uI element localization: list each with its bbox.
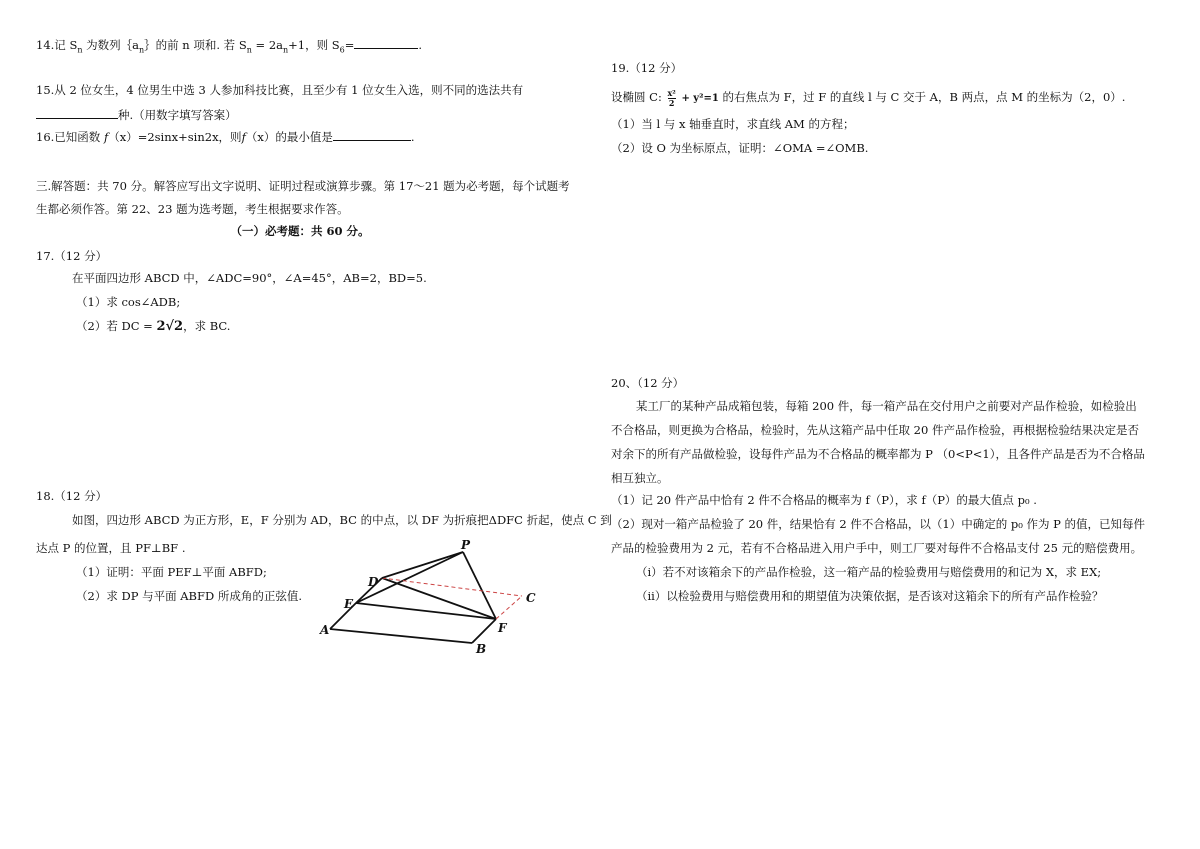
question-20-stem-line-2: 不合格品，则更换为合格品，检验时，先从这箱产品中任取 20 件产品作检验，再根据检验结果决定是否 — [611, 423, 1139, 437]
question-19-part-2: （2）设 O 为坐标原点，证明：∠OMA =∠OMB. — [611, 141, 869, 155]
question-19-stem: 设椭圆 C: $\frac{\text{x²}}{2}$ + y²=1 的右焦点为 F，过 F 的直线 l 与 C 交于 A，B 两点，点 M 的坐标为（2，0）. — [611, 87, 1126, 108]
question-17-part-2: （2）若 DC = 2√2，求 BC. — [76, 319, 231, 334]
question-17-stem: 在平面四边形 ABCD 中，∠ADC=90°，∠A=45°，AB=2，BD=5. — [72, 271, 427, 285]
question-19-part-1: （1）当 l 与 x 轴垂直时，求直线 AM 的方程； — [611, 117, 855, 131]
question-20-part-2-line-2: 产品的检验费用为 2 元，若有不合格品进入用户手中，则工厂要对每件不合格品支付 25 元的赔偿费用。 — [611, 541, 1143, 555]
question-20-part-2-i: （i）若不对该箱余下的产品作检验，这一箱产品的检验费用与赔偿费用的和记为 X，求 EX; — [636, 565, 1102, 579]
question-20-stem-line-1: 某工厂的某种产品成箱包装，每箱 200 件，每一箱产品在交付用户之前要对产品作检验，如检验出 — [636, 399, 1137, 413]
question-20-part-2-ii: （ii）以检验费用与赔偿费用和的期望值为决策依据，是否该对这箱余下的所有产品作检验？ — [636, 589, 1104, 603]
question-20-part-2-line-1: （2）现对一箱产品检验了 20 件，结果恰有 2 件不合格品，以（1）中确定的 p₀ 作为 P 的值，已知每件 — [611, 517, 1146, 531]
section-3-intro-line-1: 三.解答题：共 70 分。解答应写出文字说明、证明过程或演算步骤。第 17～21 题为必考题，每个试题考 — [36, 179, 570, 193]
answer-blank — [354, 36, 418, 49]
question-18-part-2: （2）求 DP 与平面 ABFD 所成角的正弦值. — [76, 589, 303, 603]
section-3-intro-line-2: 生都必须作答。第 22、23 题为选考题，考生根据要求作答。 — [36, 202, 349, 216]
edge-bf — [472, 619, 496, 643]
dashed-dp-overlay — [382, 552, 463, 578]
question-20-header: 20、（12 分） — [611, 376, 685, 390]
ellipse-fraction: $\frac{\text{x²}}{2}$ — [667, 87, 676, 108]
question-18-header: 18.（12 分） — [36, 489, 108, 503]
edge-ab — [330, 629, 472, 643]
question-20-stem-line-3: 对余下的所有产品做检验，设每件产品为不合格品的概率都为 P （0<P<1），且各件产品是否为不合格品 — [611, 447, 1145, 461]
question-15-line-2: 种.（用数字填写答案） — [36, 106, 237, 123]
dashed-fc — [496, 596, 522, 619]
section-subheading: （一）必考题：共 60 分。 — [230, 224, 370, 238]
label-c: C — [526, 591, 536, 605]
question-18-part-1: （1）证明：平面 PEF⊥平面 ABFD; — [76, 565, 267, 579]
folded-square-figure — [318, 540, 548, 655]
label-e: E — [344, 597, 354, 611]
question-18-stem-line-2: 达点 P 的位置，且 PF⊥BF . — [36, 541, 186, 555]
question-20-stem-line-4: 相互独立。 — [611, 471, 669, 485]
answer-blank — [36, 106, 118, 119]
dashed-dc — [382, 578, 522, 596]
label-f: F — [498, 621, 507, 635]
question-17-header: 17.（12 分） — [36, 249, 108, 263]
label-a: A — [320, 623, 330, 637]
question-15-line-1: 15.从 2 位女生，4 位男生中选 3 人参加科技比赛，且至少有 1 位女生入选，则不同的选法共有 — [36, 83, 524, 97]
question-14: 14.记 $S_n$ 为数列$\{a_n\}$的前 n 项和. 若 $S_n = 2a_n+1$，则 $S_6=$ . — [36, 38, 423, 55]
question-19-header: 19.（12 分） — [611, 61, 683, 75]
question-16: 16.已知函数 f（x）=2sinx+sin2x，则f（x）的最小值是 . — [36, 130, 415, 144]
answer-blank — [333, 128, 411, 141]
question-20-part-1: （1）记 20 件产品中恰有 2 件不合格品的概率为 f（P），求 f（P）的最大值点 p₀ . — [611, 493, 1037, 507]
label-p: P — [461, 540, 471, 552]
label-b: B — [476, 642, 487, 655]
label-d: D — [368, 575, 379, 589]
question-17-part-1: （1）求 cos∠ADB; — [76, 295, 181, 309]
question-18-stem-line-1: 如图，四边形 ABCD 为正方形，E，F 分别为 AD，BC 的中点，以 DF 为折痕把ΔDFC 折起，使点 C 到 — [72, 513, 612, 527]
